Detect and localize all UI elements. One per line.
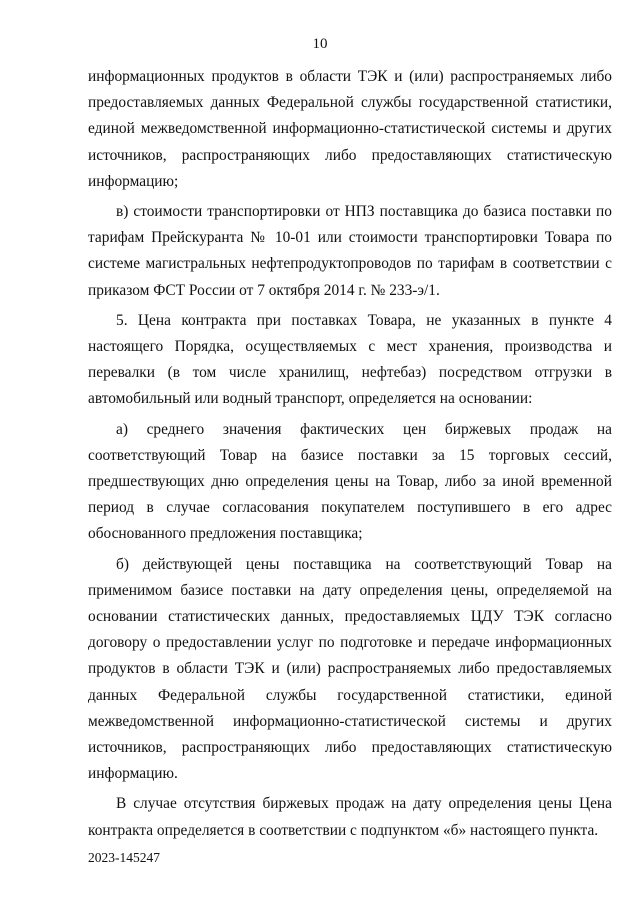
page-number: 10 bbox=[312, 36, 328, 52]
paragraph-clause-5: 5. Цена контракта при поставках Товара, не указанных в пункте 4 настоящего Порядка, осуществляемых с мест хранения, производства и перевалки (в том числе хранилищ, нефтебаз) посредством отгрузки в автомобильный или водный транспорт, определяется на основании: bbox=[88, 311, 612, 408]
paragraph-item-v: в) стоимости транспортировки от НПЗ поставщика до базиса поставки по тарифам Прейскуранта № 10-01 или стоимости транспортировки Товара по системе магистральных нефтепродуктопроводов по тарифам в соответствии с приказом ФСТ России от 7 октября 2014 г. № 233-э/1. bbox=[88, 203, 612, 299]
paragraph-item-a: а) среднего значения фактических цен биржевых продаж на соответствующий Товар на базисе поставки за 15 торговых сессий, предшествующих дню определения цены на Товар, либо за иной временной период в случае согласования покупателем поступившего в его адрес обоснованного предложения поставщика; bbox=[88, 420, 612, 543]
paragraph-item-b: б) действующей цены поставщика на соответствующий Товар на применимом базисе поставки на дату определения цены, определяемой на основании статистических данных, предоставляемых ЦДУ ТЭК согласно договору о предоставлении услуг по подготовке и передаче информационных продуктов в области ТЭК и (или) распространяемых либо предоставляемых данных Федеральной службы государственной статистики, единой межведомственной информационно-статистической системы и других источников, распространяющих либо предоставляющих статистическую информацию. bbox=[88, 555, 612, 783]
document-code: 2023-145247 bbox=[88, 850, 160, 865]
document-body bbox=[88, 64, 612, 844]
paragraph-closing: В случае отсутствия биржевых продаж на дату определения цены Цена контракта определяется в соответствии с подпунктом «б» настоящего пункта. bbox=[88, 795, 612, 839]
paragraph-continuation: информационных продуктов в области ТЭК и (или) распространяемых либо предоставляемых данных Федеральной службы государственной статистики, единой межведомственной информационно-статистической системы и других источников, распространяющих либо предоставляющих статистическую информацию; bbox=[88, 68, 612, 190]
